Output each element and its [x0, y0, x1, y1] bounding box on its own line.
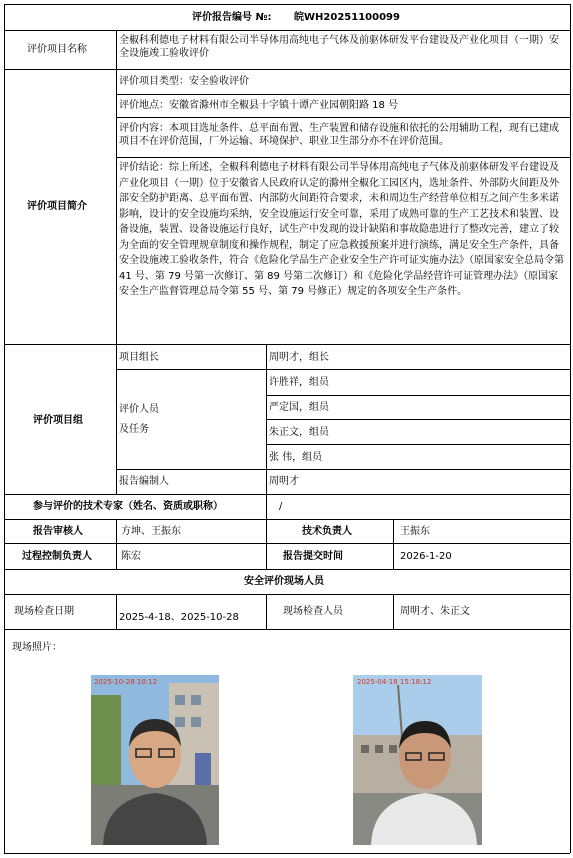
intro-label: 评价项目简介 [27, 201, 87, 212]
team-leader-label: 项目组长 [119, 352, 159, 363]
site-photo-2 [353, 675, 482, 845]
team-label: 评价项目组 [33, 415, 83, 426]
onsite-date: 2025-4-18、2025-10-28 [119, 612, 239, 623]
onsite-people: 周明才、朱正文 [400, 606, 470, 617]
tech-lead: 王振东 [400, 526, 430, 537]
team-leader: 周明才，组长 [269, 352, 329, 363]
project-name-label: 评价项目名称 [27, 44, 87, 55]
process-control: 陈宏 [121, 551, 141, 562]
experts-label: 参与评价的技术专家（姓名、资质或职称） [33, 501, 223, 512]
intro-conclusion: 评价结论：综上所述，全椒科利德电子材料有限公司半导体用高纯电子气体及前驱体研发平台建设及产业化项目（一期）位于安徽省人民政府认定的滁州全椒化工园区内，选址条件、外部防火间距及外部安全防护距离、总平面布置、内部防火间距符合要求，未和周边生产经营单位相互之间产生多米诺影响，设计的安全设施均采纳，安全设施运行安全可靠，采用了成熟可靠的生产工艺技术和装置、设备设施，装置、设备设施运行良好，试生产中发现的设计缺陷和事故隐患进行了整改完善，建立了较为全面的安全管理规章制度和操作规程，制定了应急救援预案并进行演练，满足安全生产条件，具备安全设施竣工验收条件，符合《危险化学品生产企业安全生产许可证实施办法》（原国家安全总局令第 41 号、第 79 号第一次修订、第 89 号第二次修订）和《危险化学品经营许可证管理办法》（原国家安全生产监督管理总局令第 55 号、第 79 号修正）规定的各项安全生产条件。 [119, 162, 564, 297]
photos-label: 现场照片： [12, 642, 62, 653]
photo-timestamp: 2025-04-18 15:18:12 [357, 678, 432, 686]
tech-lead-label: 技术负责人 [302, 526, 352, 537]
report-writer: 周明才 [269, 476, 299, 487]
process-control-label: 过程控制负责人 [22, 551, 92, 562]
onsite-date-label: 现场检查日期 [14, 606, 74, 617]
intro-content: 评价内容：本项目选址条件、总平面布置、生产装置和储存设施和依托的公用辅助工程，现有已建成项目不在评价范围，厂外运输、环境保护、职业卫生部分亦不在评价范围。 [119, 123, 559, 147]
report-writer-label: 报告编制人 [119, 476, 169, 487]
reviewer-label: 报告审核人 [33, 526, 83, 537]
team-member: 张 伟，组员 [269, 452, 323, 463]
team-member: 朱正文，组员 [269, 427, 329, 438]
onsite-section-title: 安全评价现场人员 [244, 576, 324, 587]
site-photo-1 [91, 675, 219, 845]
report-number: 皖WH20251100099 [294, 12, 400, 23]
report-number-label: 评价报告编号 №: [192, 12, 272, 23]
submit-time: 2026-1-20 [400, 551, 452, 562]
team-member: 许胜祥，组员 [269, 377, 329, 388]
experts-value: / [279, 501, 283, 512]
evaluators-label-1: 评价人员 [119, 404, 159, 415]
submit-time-label: 报告提交时间 [283, 551, 343, 562]
evaluators-label-2: 及任务 [119, 424, 149, 435]
team-member: 严定国，组员 [269, 402, 329, 413]
reviewer: 方坤、王振东 [121, 526, 181, 537]
photo-timestamp: 2025-10-28 10:12 [94, 678, 158, 686]
intro-location: 评价地点：安徽省滁州市全椒县十字镇十谭产业园朝阳路 18 号 [119, 100, 399, 111]
intro-type: 评价项目类型：安全验收评价 [119, 76, 249, 87]
onsite-people-label: 现场检查人员 [283, 606, 343, 617]
project-name-value: 全椒科利德电子材料有限公司半导体用高纯电子气体及前驱体研发平台建设及产业化项目（一期）安全设施竣工验收评价 [119, 35, 559, 59]
